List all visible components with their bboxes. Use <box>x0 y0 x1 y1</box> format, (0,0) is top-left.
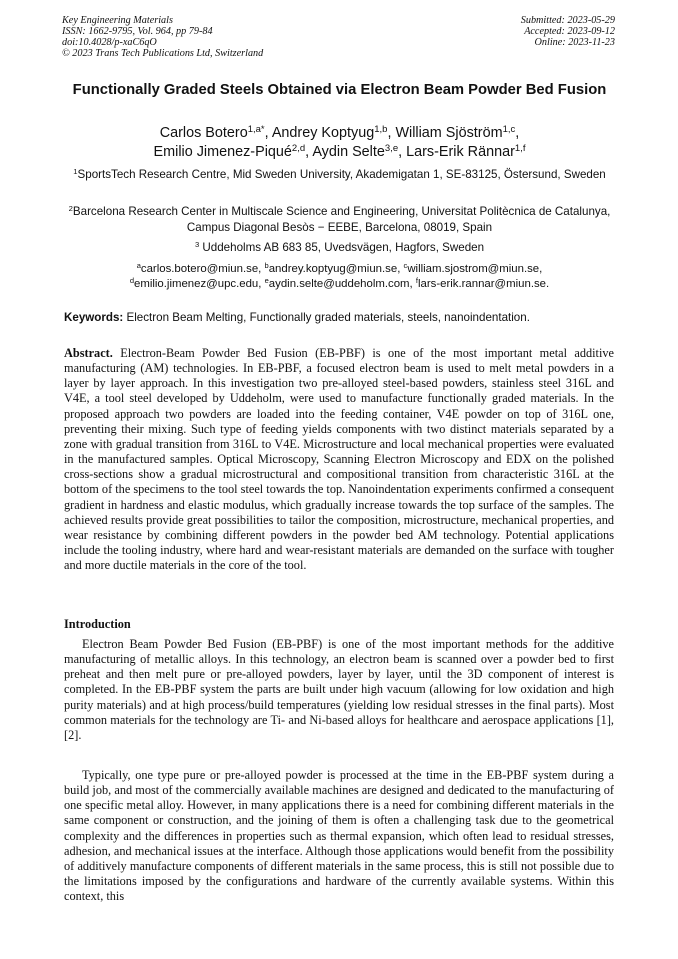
author-marker: 2,d <box>291 142 306 154</box>
email-marker: a <box>136 260 141 270</box>
keywords-text: Electron Beam Melting, Functionally graded materials, steels, nanoindentation. <box>123 311 530 324</box>
email-marker: f <box>415 275 418 285</box>
email-address[interactable]: emilio.jimenez@upc.edu <box>134 278 259 290</box>
affiliation <box>62 240 617 256</box>
keywords <box>64 310 619 325</box>
author-name: Lars-Erik Rännar <box>406 144 515 160</box>
email-marker: e <box>264 275 269 285</box>
author-marker: 1,a* <box>247 123 265 135</box>
copyright-line: © 2023 Trans Tech Publications Ltd, Switzerland <box>62 48 264 59</box>
paragraph: Typically, one type pure or pre-alloyed powder is processed at the time in the EB-PBF system during a build job, and most of the commercially available machines are designed and dedicated to the manufacturing of one specific metal alloy. However, in many applications there is a need for combining different materials in the same component or construction, and the joining of them is often a challenging task due to the geometrical complexity and the differences in properties such as thermal expansion, which often lead to residual stresses, adhesion, and mechanical issues at the interface. Although those applications would benefit from the possibility of additively manufacture components of different materials in the same process, this is still not possible due to the limitations imposed by the configurations and hardware of the currently available systems. Within this context, this <box>64 768 614 904</box>
journal-name: Key Engineering Materials <box>62 15 173 26</box>
paper-title: Functionally Graded Steels Obtained via Electron Beam Powder Bed Fusion <box>72 82 607 98</box>
affiliation-marker: 3 <box>194 239 200 249</box>
keywords-label: Keywords: <box>64 311 124 324</box>
affiliation-text: Uddeholms AB 683 85, Uvedsvägen, Hagfors, Sweden <box>199 241 485 254</box>
affiliation <box>62 167 617 183</box>
submitted-date: Submitted: 2023-05-29 <box>520 15 615 26</box>
author-name: William Sjöström <box>395 125 503 141</box>
accepted-date: Accepted: 2023-09-12 <box>524 26 615 37</box>
author-marker: 1,b <box>374 123 388 135</box>
abstract <box>64 346 614 573</box>
email-address[interactable]: carlos.botero@miun.se <box>140 263 259 275</box>
author-name: Andrey Koptyug <box>271 125 375 141</box>
email-address[interactable]: lars-erik.rannar@miun.se. <box>417 278 550 290</box>
affiliation-marker: 1 <box>73 166 78 176</box>
doi-line: doi:10.4028/p-xaC6qO <box>62 37 157 48</box>
author-name: Aydin Selte <box>312 144 385 160</box>
email-marker: d <box>129 275 134 285</box>
affiliation-marker: 2 <box>68 203 73 213</box>
author-name: Emilio Jimenez-Piqué <box>153 144 292 160</box>
affiliation <box>62 204 617 235</box>
dates-header <box>521 15 615 48</box>
author-marker: 1,c <box>502 123 516 135</box>
author-emails: $^a$carlos.botero@miun.se, $^b$andrey.koptyug@miun.se, $^c$william.sjostrom@miun.se, $^d$emilio.jimenez@upc.edu, $^e$aydin.selte@uddeholm.com, $^f$lars-erik.rannar@miun.se. <box>129 260 550 290</box>
email-address[interactable]: andrey.koptyug@miun.se <box>268 263 398 275</box>
issn-line: ISSN: 1662-9795, Vol. 964, pp 79-84 <box>62 26 213 37</box>
paragraph: Electron Beam Powder Bed Fusion (EB-PBF) is one of the most important methods for the additive manufacturing of metallic alloys. In this technology, an electron beam is scanned over a powder bed to first preheat and then melt pure or pre-alloyed powders, layer by layer, until the 3D component of interest is completed. In the EB-PBF system the parts are built under high vacuum (allowing for low oxidation and high purity materials) and at high process/build temperatures (yielding low residual stresses in the final parts). Most common materials for the technology are Ti- and Ni-based alloys for healthcare and aerospace applications [1], [2]. <box>64 637 614 742</box>
author-name: Carlos Botero <box>159 125 248 141</box>
email-marker: c <box>403 260 408 270</box>
email-address[interactable]: william.sjostrom@miun.se <box>407 263 540 275</box>
email-address[interactable]: aydin.selte@uddeholm.com <box>268 278 410 290</box>
affiliation-text: Barcelona Research Center in Multiscale Science and Engineering, Universitat Politècnica de Catalunya, Campus Diagonal Besòs − EEBE, Barcelona, 08019, Spain <box>72 205 611 234</box>
email-marker: b <box>264 260 269 270</box>
author-list: Carlos Botero$^{1,a*}$, Andrey Koptyug$^{1,b}$, William Sjöström$^{1,c}$, Emilio Jimenez-Piqué$^{2,d}$, Aydin Selte$^{3,e}$, Lars-Erik Rännar$^{1,f}$ <box>153 123 526 160</box>
abstract-label: Abstract. <box>64 346 113 360</box>
author-marker: 1,f <box>514 142 526 154</box>
affiliation-text: SportsTech Research Centre, Mid Sweden University, Akademigatan 1, SE-83125, Östersund, Sweden <box>77 168 606 181</box>
section-heading: Introduction <box>64 617 131 631</box>
author-marker: 3,e <box>384 142 399 154</box>
abstract-text: Electron-Beam Powder Bed Fusion (EB-PBF) is one of the most important metal additive manufacturing (AM) technologies. In EB-PBF, a focused electron beam is used to melt metal powders in a layer by layer approach. In this investigation two pre-alloyed steel-based powders, stainless steel 316L and V4E, a tool steel developed by Uddeholm, were used to manufacture functionally graded materials. In the proposed approach two powders are loaded into the feeding container, V4E powder on top of 316L one, preventing their mixing. Such type of feeding yields components with two distinct materials separated by a zone with gradual transition from 316L to V4E. Microstructure and local mechanical properties were evaluated in the manufactured samples. Optical Microscopy, Scanning Electron Microscopy and EDX on the polished cross-sections show a gradual microstructural and compositional transition from characteristic 316L at the bottom of the specimens to the tool steel towards the top. Nanoindentation experiments confirmed a consequent gradient in hardness and elastic modulus, which gradually increase towards the top surface of the samples. The achieved results provide great possibilities to tailor the composition, microstructure, mechanical properties, and wear resistance by combining different powders in the powder bed AM technology. Potential applications include the tooling industry, where hard and wear-resistant materials are demanded on the surface with tougher and more ductile materials in the core of the tool. <box>64 346 614 573</box>
online-date: Online: 2023-11-23 <box>534 37 615 48</box>
journal-header <box>62 15 263 59</box>
